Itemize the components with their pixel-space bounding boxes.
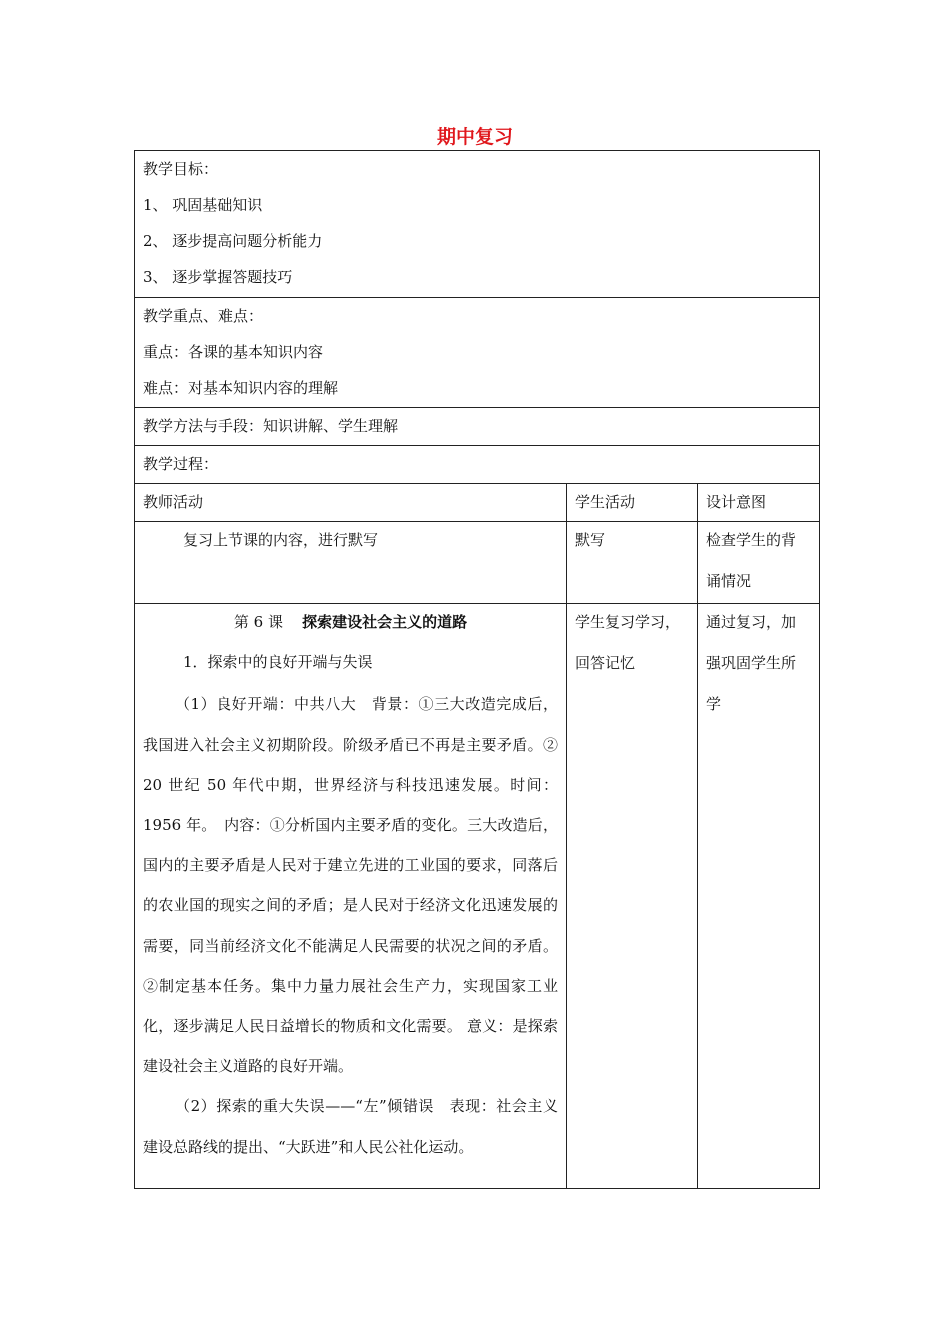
lesson-row [135,604,820,1189]
lesson-content-cell [135,604,567,1189]
column-header-row [135,484,820,522]
objective-item: 2、 逐步提高问题分析能力 [143,232,323,250]
teacher-activity: 复习上节课的内容，进行默写 [183,531,379,549]
section-heading: 1．探索中的良好开端与失误 [183,653,373,672]
student-activity-cell [567,604,698,1189]
column-header [567,484,698,522]
column-header-label: 教师活动 [143,493,204,511]
lesson-number: 第 6 课 [233,613,283,631]
student-activity-line: 回答记忆 [575,654,636,672]
lesson-title: 探索建设社会主义的道路 [302,613,468,631]
design-intent-line: 学 [706,695,722,713]
document-title: 期中复习 [436,126,513,148]
methods-cell [135,408,820,446]
objective-item: 1、 巩固基础知识 [143,196,263,214]
methods-text: 教学方法与手段：知识讲解、学生理解 [143,417,399,435]
teacher-activity-cell [135,522,567,604]
design-intent-line: 强巩固学生所 [706,654,797,672]
process-row [135,446,820,484]
column-header-label: 学生活动 [575,493,636,511]
objectives-cell [135,151,820,298]
process-cell [135,446,820,484]
lesson-plan-table [134,150,820,1189]
design-intent-line: 检查学生的背 [706,531,797,549]
column-header [135,484,567,522]
student-activity-cell [567,522,698,604]
key-point: 重点：各课的基本知识内容 [143,343,324,361]
activity-row [135,522,820,604]
objective-item: 3、 逐步掌握答题技巧 [143,268,293,286]
column-header-label: 设计意图 [706,493,767,511]
paragraph-major-mistake: （2）探索的重大失误——“左”倾错误 表现：社会主义建设总路线的提出、“大跃进”和人民公社化运动。 [143,1097,558,1156]
column-header [698,484,820,522]
objectives-heading: 教学目标： [143,160,219,178]
design-intent-line: 诵情况 [706,572,752,590]
difficult-point: 难点：对基本知识内容的理解 [143,379,339,397]
methods-row [135,408,820,446]
objectives-row [135,151,820,298]
design-intent-line: 通过复习，加 [706,613,797,631]
key-points-cell [135,298,820,408]
student-activity: 默写 [575,531,606,549]
design-intent-cell [698,604,820,1189]
lesson-heading [143,604,558,644]
paragraph-good-start: （1）良好开端：中共八大 背景：①三大改造完成后，我国进入社会主义初期阶段。阶级矛盾已不再是主要矛盾。② 20 世纪 50 年代中期，世界经济与科技迅速发展。时间：1956 年。 内容：①分析国内主要矛盾的变化。三大改造后，国内的主要矛盾是人民对于建立先进的工业国的要求，同落后的农业国的现实之间的矛盾；是人民对于经济文化迅速发展的需要，同当前经济文化不能满足人民需要的状况之间的矛盾。②制定基本任务。集中力量力展社会生产力，实现国家工业化，逐步满足人民日益增长的物质和文化需要。 意义：是探索建设社会主义道路的良好开端。 [143,695,558,1076]
key-points-row [135,298,820,408]
process-heading: 教学过程： [143,455,219,473]
key-points-heading: 教学重点、难点： [143,307,264,325]
design-intent-cell [698,522,820,604]
student-activity-line: 学生复习学习， [575,613,681,631]
